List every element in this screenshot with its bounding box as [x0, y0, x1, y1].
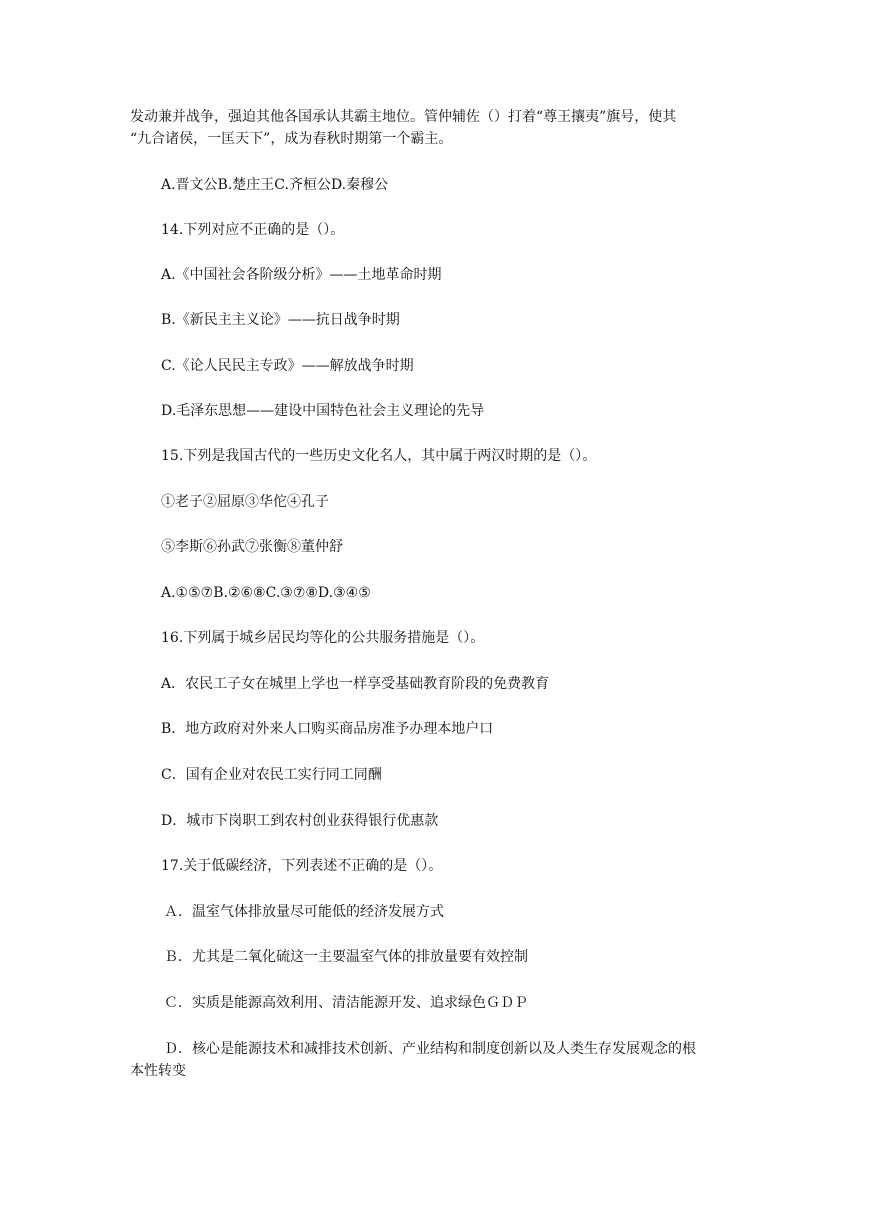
q17-option-d-line-1: Ｄ．核心是能源技术和减排技术创新、产业结构和制度创新以及人类生存发展观念的根 [164, 1041, 696, 1057]
q14-stem: 14.下列对应不正确的是（）。 [161, 222, 345, 238]
q16-option-a: A．农民工子女在城里上学也一样享受基础教育阶段的免费教育 [161, 676, 550, 692]
q15-options: A.①⑤⑦B.②⑥⑧C.③⑦⑧D.③④⑤ [161, 585, 371, 601]
q16-option-d: D．城市下岗职工到农村创业获得银行优惠款 [161, 813, 439, 829]
intro-line-2: “九合诸侯，一匡天下”，成为春秋时期第一个霸主。 [130, 131, 453, 147]
q17-option-a: Ａ．温室气体排放量尽可能低的经济发展方式 [164, 904, 444, 920]
q15-list-1: ①老子②屈原③华佗④孔子 [161, 494, 329, 510]
q15-stem: 15.下列是我国古代的一些历史文化名人，其中属于两汉时期的是（）。 [161, 448, 597, 464]
q16-stem: 16.下列属于城乡居民均等化的公共服务措施是（）。 [161, 630, 485, 646]
q15-list-2: ⑤李斯⑥孙武⑦张衡⑧董仲舒 [161, 539, 343, 555]
q17-stem: 17.关于低碳经济，下列表述不正确的是（）。 [161, 858, 443, 874]
q16-option-c: C．国有企业对农民工实行同工同酬 [161, 767, 382, 783]
q14-option-d: D.毛泽东思想——建设中国特色社会主义理论的先导 [161, 403, 485, 419]
q14-option-c: C.《论人民民主专政》——解放战争时期 [161, 358, 414, 374]
q14-option-b: B.《新民主主义论》——抗日战争时期 [161, 312, 400, 328]
intro-line-1: 发动兼并战争，强迫其他各国承认其霸主地位。管仲辅佐（）打着“尊王攘夷”旗号，使其 [130, 109, 677, 125]
q16-option-b: B．地方政府对外来人口购买商品房准予办理本地户口 [161, 721, 494, 737]
q17-option-c: Ｃ．实质是能源高效利用、清洁能源开发、追求绿色ＧＤＰ [164, 995, 528, 1011]
q17-option-d-line-2: 本性转变 [130, 1063, 186, 1079]
q14-option-a: A.《中国社会各阶级分析》——土地革命时期 [161, 267, 442, 283]
q17-option-b: Ｂ．尤其是二氧化硫这一主要温室气体的排放量要有效控制 [164, 949, 528, 965]
q13-options: A.晋文公B.楚庄王C.齐桓公D.秦穆公 [161, 177, 389, 193]
